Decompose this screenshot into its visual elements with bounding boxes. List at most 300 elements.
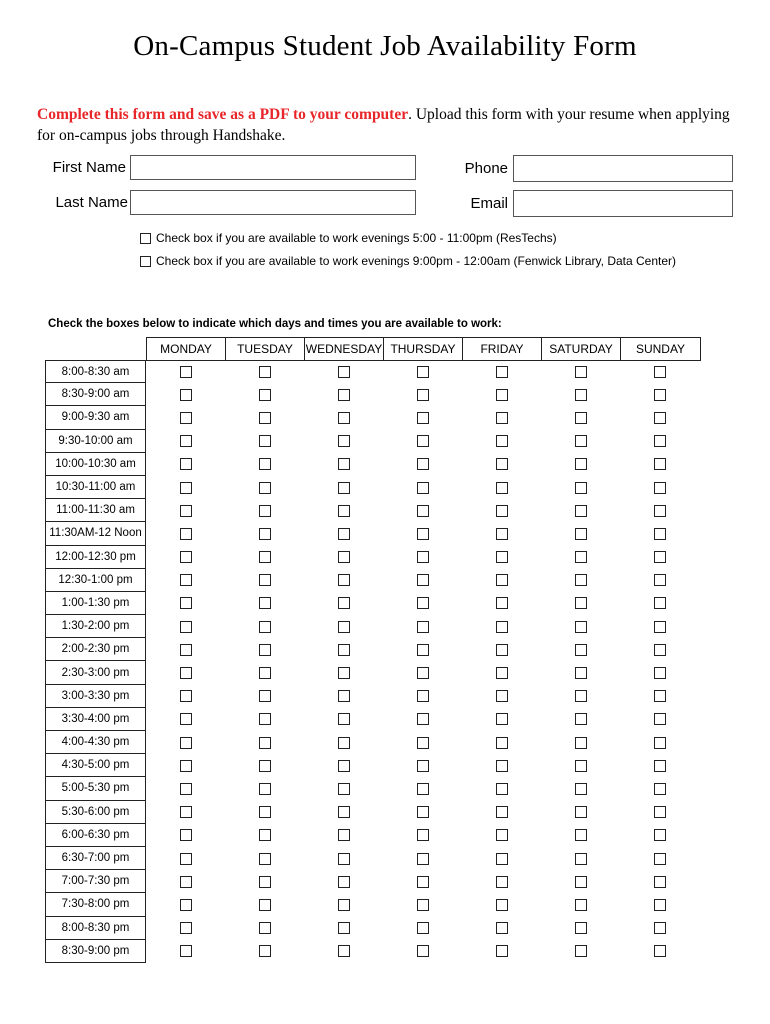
- availability-checkbox[interactable]: [575, 690, 587, 702]
- availability-checkbox[interactable]: [338, 667, 350, 679]
- availability-checkbox[interactable]: [654, 621, 666, 633]
- day-cell: [620, 940, 699, 963]
- day-cell: [462, 731, 541, 754]
- day-cell: [146, 754, 225, 777]
- day-cell: [225, 592, 304, 615]
- availability-checkbox[interactable]: [259, 922, 271, 934]
- day-cell: [462, 638, 541, 661]
- availability-checkbox[interactable]: [575, 551, 587, 563]
- availability-checkbox[interactable]: [575, 713, 587, 725]
- availability-checkbox[interactable]: [259, 621, 271, 633]
- day-cell: [462, 453, 541, 476]
- availability-checkbox[interactable]: [417, 922, 429, 934]
- time-slot-label: 8:00-8:30 pm: [45, 917, 146, 940]
- day-cell: [383, 360, 462, 383]
- availability-checkbox[interactable]: [180, 853, 192, 865]
- availability-checkbox[interactable]: [338, 528, 350, 540]
- availability-checkbox[interactable]: [654, 597, 666, 609]
- availability-checkbox[interactable]: [259, 528, 271, 540]
- day-cell: [462, 522, 541, 545]
- availability-checkbox[interactable]: [338, 876, 350, 888]
- availability-checkbox[interactable]: [496, 621, 508, 633]
- availability-checkbox[interactable]: [259, 806, 271, 818]
- day-cell: [304, 569, 383, 592]
- availability-checkbox[interactable]: [180, 644, 192, 656]
- day-cell: [541, 685, 620, 708]
- phone-field[interactable]: [513, 155, 733, 182]
- availability-checkbox[interactable]: [259, 853, 271, 865]
- availability-checkbox[interactable]: [338, 922, 350, 934]
- availability-checkbox[interactable]: [180, 667, 192, 679]
- day-cell: [383, 777, 462, 800]
- availability-checkbox[interactable]: [259, 783, 271, 795]
- availability-checkbox[interactable]: [417, 574, 429, 586]
- availability-checkbox[interactable]: [180, 505, 192, 517]
- time-slot-label: 11:00-11:30 am: [45, 499, 146, 522]
- availability-checkbox[interactable]: [496, 737, 508, 749]
- availability-checkbox[interactable]: [654, 922, 666, 934]
- schedule-row: [45, 453, 699, 476]
- availability-checkbox[interactable]: [654, 783, 666, 795]
- availability-checkbox[interactable]: [496, 505, 508, 517]
- day-cell: [146, 522, 225, 545]
- availability-checkbox[interactable]: [259, 482, 271, 494]
- day-cell: [304, 638, 383, 661]
- availability-checkbox[interactable]: [417, 853, 429, 865]
- day-cell: [304, 824, 383, 847]
- day-cell: [462, 801, 541, 824]
- availability-checkbox[interactable]: [338, 574, 350, 586]
- availability-checkbox[interactable]: [575, 667, 587, 679]
- availability-checkbox[interactable]: [496, 829, 508, 841]
- availability-checkbox[interactable]: [654, 899, 666, 911]
- availability-checkbox[interactable]: [417, 528, 429, 540]
- availability-checkbox[interactable]: [575, 806, 587, 818]
- availability-checkbox[interactable]: [654, 737, 666, 749]
- time-slot-label: 7:30-8:00 pm: [45, 893, 146, 916]
- availability-checkbox[interactable]: [496, 574, 508, 586]
- availability-checkbox[interactable]: [417, 690, 429, 702]
- availability-checkbox[interactable]: [338, 458, 350, 470]
- availability-checkbox[interactable]: [575, 644, 587, 656]
- day-cell: [304, 360, 383, 383]
- availability-checkbox[interactable]: [338, 713, 350, 725]
- schedule-row: [45, 940, 699, 963]
- day-cell: [225, 777, 304, 800]
- availability-checkbox[interactable]: [180, 389, 192, 401]
- availability-checkbox[interactable]: [654, 528, 666, 540]
- day-cell: [225, 754, 304, 777]
- availability-checkbox[interactable]: [338, 783, 350, 795]
- day-cell: [304, 893, 383, 916]
- availability-checkbox[interactable]: [417, 482, 429, 494]
- availability-checkbox[interactable]: [496, 528, 508, 540]
- phone-label: Phone: [464, 160, 508, 177]
- day-cell: [304, 801, 383, 824]
- availability-checkbox[interactable]: [654, 806, 666, 818]
- availability-checkbox[interactable]: [259, 760, 271, 772]
- day-cell: [541, 940, 620, 963]
- availability-checkbox[interactable]: [417, 829, 429, 841]
- availability-checkbox[interactable]: [654, 551, 666, 563]
- availability-checkbox[interactable]: [417, 760, 429, 772]
- availability-checkbox[interactable]: [417, 597, 429, 609]
- day-header: WEDNESDAY: [305, 338, 384, 360]
- availability-checkbox[interactable]: [180, 482, 192, 494]
- day-cell: [304, 870, 383, 893]
- availability-checkbox[interactable]: [417, 644, 429, 656]
- availability-checkbox[interactable]: [417, 389, 429, 401]
- day-cell: [462, 569, 541, 592]
- availability-checkbox[interactable]: [575, 574, 587, 586]
- availability-checkbox[interactable]: [180, 551, 192, 563]
- availability-checkbox[interactable]: [259, 597, 271, 609]
- availability-checkbox[interactable]: [259, 690, 271, 702]
- availability-checkbox[interactable]: [259, 713, 271, 725]
- availability-checkbox[interactable]: [259, 829, 271, 841]
- day-cell: [541, 406, 620, 429]
- availability-checkbox[interactable]: [417, 435, 429, 447]
- availability-checkbox[interactable]: [417, 899, 429, 911]
- day-cell: [383, 522, 462, 545]
- day-cell: [146, 685, 225, 708]
- day-cell: [620, 801, 699, 824]
- first-name-field[interactable]: [130, 155, 416, 180]
- time-slot-label: 9:30-10:00 am: [45, 430, 146, 453]
- day-cell: [620, 893, 699, 916]
- availability-checkbox[interactable]: [180, 621, 192, 633]
- availability-checkbox[interactable]: [575, 412, 587, 424]
- availability-checkbox[interactable]: [180, 760, 192, 772]
- availability-checkbox[interactable]: [180, 713, 192, 725]
- availability-checkbox[interactable]: [654, 690, 666, 702]
- day-cell: [225, 453, 304, 476]
- day-header: FRIDAY: [463, 338, 542, 360]
- day-cell: [462, 476, 541, 499]
- schedule-grid: [45, 360, 699, 963]
- availability-checkbox[interactable]: [575, 853, 587, 865]
- availability-checkbox[interactable]: [180, 435, 192, 447]
- day-cell: [383, 801, 462, 824]
- availability-checkbox[interactable]: [496, 389, 508, 401]
- availability-checkbox[interactable]: [180, 829, 192, 841]
- last-name-field[interactable]: [130, 190, 416, 215]
- availability-checkbox[interactable]: [417, 737, 429, 749]
- day-cell: [304, 731, 383, 754]
- availability-checkbox[interactable]: [496, 597, 508, 609]
- availability-checkbox[interactable]: [417, 621, 429, 633]
- availability-checkbox[interactable]: [259, 551, 271, 563]
- evening-fenwick-label: Check box if you are available to work evenings 9:00pm - 12:00am (Fenwick Library, Data Center): [156, 254, 677, 268]
- availability-checkbox[interactable]: [496, 853, 508, 865]
- day-cell: [304, 522, 383, 545]
- day-cell: [620, 754, 699, 777]
- day-cell: [541, 476, 620, 499]
- availability-checkbox[interactable]: [575, 366, 587, 378]
- day-header-row: [146, 337, 701, 361]
- availability-checkbox[interactable]: [654, 435, 666, 447]
- schedule-row: [45, 499, 699, 522]
- day-cell: [304, 685, 383, 708]
- day-cell: [304, 777, 383, 800]
- availability-checkbox[interactable]: [259, 435, 271, 447]
- schedule-row: [45, 592, 699, 615]
- availability-checkbox[interactable]: [654, 412, 666, 424]
- schedule-row: [45, 569, 699, 592]
- schedule-row: [45, 801, 699, 824]
- day-cell: [304, 476, 383, 499]
- availability-checkbox[interactable]: [496, 760, 508, 772]
- day-cell: [225, 731, 304, 754]
- day-cell: [541, 824, 620, 847]
- availability-checkbox[interactable]: [338, 389, 350, 401]
- availability-checkbox[interactable]: [654, 667, 666, 679]
- availability-checkbox[interactable]: [417, 551, 429, 563]
- availability-checkbox[interactable]: [259, 412, 271, 424]
- day-cell: [541, 453, 620, 476]
- day-cell: [462, 870, 541, 893]
- day-cell: [620, 661, 699, 684]
- day-cell: [225, 824, 304, 847]
- availability-checkbox[interactable]: [575, 458, 587, 470]
- availability-checkbox[interactable]: [338, 737, 350, 749]
- availability-checkbox[interactable]: [654, 482, 666, 494]
- time-slot-label: 1:30-2:00 pm: [45, 615, 146, 638]
- availability-checkbox[interactable]: [496, 945, 508, 957]
- availability-checkbox[interactable]: [180, 783, 192, 795]
- availability-checkbox[interactable]: [654, 713, 666, 725]
- day-cell: [541, 847, 620, 870]
- day-cell: [225, 661, 304, 684]
- availability-checkbox[interactable]: [654, 389, 666, 401]
- availability-checkbox[interactable]: [575, 922, 587, 934]
- availability-checkbox[interactable]: [338, 366, 350, 378]
- availability-checkbox[interactable]: [180, 458, 192, 470]
- availability-checkbox[interactable]: [575, 737, 587, 749]
- day-cell: [304, 917, 383, 940]
- availability-checkbox[interactable]: [654, 644, 666, 656]
- availability-checkbox[interactable]: [654, 366, 666, 378]
- availability-checkbox[interactable]: [496, 876, 508, 888]
- availability-checkbox[interactable]: [338, 806, 350, 818]
- day-cell: [225, 522, 304, 545]
- day-cell: [383, 661, 462, 684]
- availability-checkbox[interactable]: [417, 366, 429, 378]
- availability-checkbox[interactable]: [180, 574, 192, 586]
- availability-checkbox[interactable]: [259, 667, 271, 679]
- availability-checkbox[interactable]: [338, 760, 350, 772]
- availability-checkbox[interactable]: [180, 528, 192, 540]
- day-cell: [146, 847, 225, 870]
- day-cell: [541, 499, 620, 522]
- day-cell: [620, 685, 699, 708]
- availability-checkbox[interactable]: [575, 621, 587, 633]
- availability-checkbox[interactable]: [575, 876, 587, 888]
- day-cell: [304, 661, 383, 684]
- availability-checkbox[interactable]: [417, 806, 429, 818]
- day-cell: [541, 592, 620, 615]
- availability-checkbox[interactable]: [654, 505, 666, 517]
- evening-restechs-checkbox[interactable]: [140, 233, 151, 244]
- day-cell: [146, 430, 225, 453]
- availability-checkbox[interactable]: [417, 505, 429, 517]
- time-slot-label: 11:30AM-12 Noon: [45, 522, 146, 545]
- time-slot-label: 4:30-5:00 pm: [45, 754, 146, 777]
- day-cell: [620, 870, 699, 893]
- availability-checkbox[interactable]: [259, 505, 271, 517]
- availability-checkbox[interactable]: [417, 667, 429, 679]
- availability-checkbox[interactable]: [417, 783, 429, 795]
- availability-checkbox[interactable]: [259, 574, 271, 586]
- availability-checkbox[interactable]: [259, 737, 271, 749]
- availability-checkbox[interactable]: [496, 366, 508, 378]
- availability-checkbox[interactable]: [654, 853, 666, 865]
- availability-checkbox[interactable]: [259, 458, 271, 470]
- day-cell: [304, 754, 383, 777]
- availability-checkbox[interactable]: [180, 806, 192, 818]
- availability-checkbox[interactable]: [338, 945, 350, 957]
- email-field[interactable]: [513, 190, 733, 217]
- availability-checkbox[interactable]: [575, 505, 587, 517]
- day-cell: [225, 708, 304, 731]
- availability-checkbox[interactable]: [338, 829, 350, 841]
- availability-checkbox[interactable]: [417, 876, 429, 888]
- day-cell: [225, 430, 304, 453]
- schedule-row: [45, 615, 699, 638]
- availability-checkbox[interactable]: [338, 644, 350, 656]
- availability-checkbox[interactable]: [338, 597, 350, 609]
- availability-checkbox[interactable]: [180, 737, 192, 749]
- schedule-row: [45, 406, 699, 429]
- day-cell: [462, 917, 541, 940]
- availability-checkbox[interactable]: [180, 945, 192, 957]
- availability-checkbox[interactable]: [496, 551, 508, 563]
- availability-checkbox[interactable]: [338, 853, 350, 865]
- schedule-row: [45, 777, 699, 800]
- day-cell: [225, 893, 304, 916]
- time-slot-label: 12:30-1:00 pm: [45, 569, 146, 592]
- day-cell: [383, 499, 462, 522]
- day-cell: [225, 801, 304, 824]
- day-cell: [620, 546, 699, 569]
- day-cell: [620, 476, 699, 499]
- availability-checkbox[interactable]: [338, 551, 350, 563]
- availability-checkbox[interactable]: [575, 597, 587, 609]
- availability-checkbox[interactable]: [496, 783, 508, 795]
- availability-checkbox[interactable]: [417, 412, 429, 424]
- availability-checkbox[interactable]: [496, 482, 508, 494]
- day-cell: [225, 940, 304, 963]
- day-cell: [304, 847, 383, 870]
- day-cell: [304, 430, 383, 453]
- availability-checkbox[interactable]: [180, 366, 192, 378]
- availability-checkbox[interactable]: [259, 644, 271, 656]
- day-cell: [462, 824, 541, 847]
- time-slot-label: 3:00-3:30 pm: [45, 685, 146, 708]
- schedule-row: [45, 546, 699, 569]
- availability-checkbox[interactable]: [654, 574, 666, 586]
- time-slot-label: 3:30-4:00 pm: [45, 708, 146, 731]
- availability-checkbox[interactable]: [180, 922, 192, 934]
- availability-checkbox[interactable]: [496, 899, 508, 911]
- availability-checkbox[interactable]: [259, 389, 271, 401]
- day-cell: [146, 893, 225, 916]
- availability-checkbox[interactable]: [654, 458, 666, 470]
- day-cell: [383, 824, 462, 847]
- availability-checkbox[interactable]: [575, 945, 587, 957]
- availability-checkbox[interactable]: [259, 876, 271, 888]
- availability-checkbox[interactable]: [338, 505, 350, 517]
- availability-checkbox[interactable]: [417, 945, 429, 957]
- day-cell: [146, 638, 225, 661]
- availability-checkbox[interactable]: [654, 945, 666, 957]
- availability-checkbox[interactable]: [575, 783, 587, 795]
- availability-checkbox[interactable]: [338, 482, 350, 494]
- availability-checkbox[interactable]: [496, 435, 508, 447]
- availability-checkbox[interactable]: [496, 458, 508, 470]
- evening-fenwick-checkbox[interactable]: [140, 256, 151, 267]
- availability-checkbox[interactable]: [575, 899, 587, 911]
- availability-checkbox[interactable]: [338, 435, 350, 447]
- day-cell: [146, 453, 225, 476]
- availability-checkbox[interactable]: [259, 899, 271, 911]
- availability-checkbox[interactable]: [575, 760, 587, 772]
- availability-checkbox[interactable]: [496, 806, 508, 818]
- availability-checkbox[interactable]: [338, 899, 350, 911]
- availability-checkbox[interactable]: [338, 412, 350, 424]
- availability-checkbox[interactable]: [259, 945, 271, 957]
- time-slot-label: 6:00-6:30 pm: [45, 824, 146, 847]
- day-cell: [462, 777, 541, 800]
- day-cell: [462, 546, 541, 569]
- availability-checkbox[interactable]: [417, 713, 429, 725]
- day-cell: [383, 708, 462, 731]
- availability-checkbox[interactable]: [575, 435, 587, 447]
- availability-checkbox[interactable]: [575, 829, 587, 841]
- availability-checkbox[interactable]: [496, 713, 508, 725]
- availability-checkbox[interactable]: [180, 899, 192, 911]
- day-cell: [462, 360, 541, 383]
- availability-checkbox[interactable]: [338, 621, 350, 633]
- availability-checkbox[interactable]: [180, 876, 192, 888]
- availability-checkbox[interactable]: [654, 876, 666, 888]
- availability-checkbox[interactable]: [417, 458, 429, 470]
- availability-checkbox[interactable]: [496, 644, 508, 656]
- availability-checkbox[interactable]: [575, 389, 587, 401]
- availability-checkbox[interactable]: [496, 690, 508, 702]
- day-cell: [620, 430, 699, 453]
- availability-checkbox[interactable]: [180, 690, 192, 702]
- availability-checkbox[interactable]: [575, 528, 587, 540]
- availability-checkbox[interactable]: [496, 667, 508, 679]
- availability-checkbox[interactable]: [496, 922, 508, 934]
- schedule-row: [45, 824, 699, 847]
- day-cell: [462, 940, 541, 963]
- day-header: SATURDAY: [542, 338, 621, 360]
- availability-checkbox[interactable]: [338, 690, 350, 702]
- evening-check-restechs: [140, 231, 557, 245]
- day-cell: [620, 569, 699, 592]
- availability-checkbox[interactable]: [259, 366, 271, 378]
- availability-checkbox[interactable]: [654, 829, 666, 841]
- availability-checkbox[interactable]: [496, 412, 508, 424]
- availability-checkbox[interactable]: [654, 760, 666, 772]
- availability-checkbox[interactable]: [180, 412, 192, 424]
- day-cell: [146, 383, 225, 406]
- availability-checkbox[interactable]: [575, 482, 587, 494]
- day-cell: [541, 615, 620, 638]
- availability-checkbox[interactable]: [180, 597, 192, 609]
